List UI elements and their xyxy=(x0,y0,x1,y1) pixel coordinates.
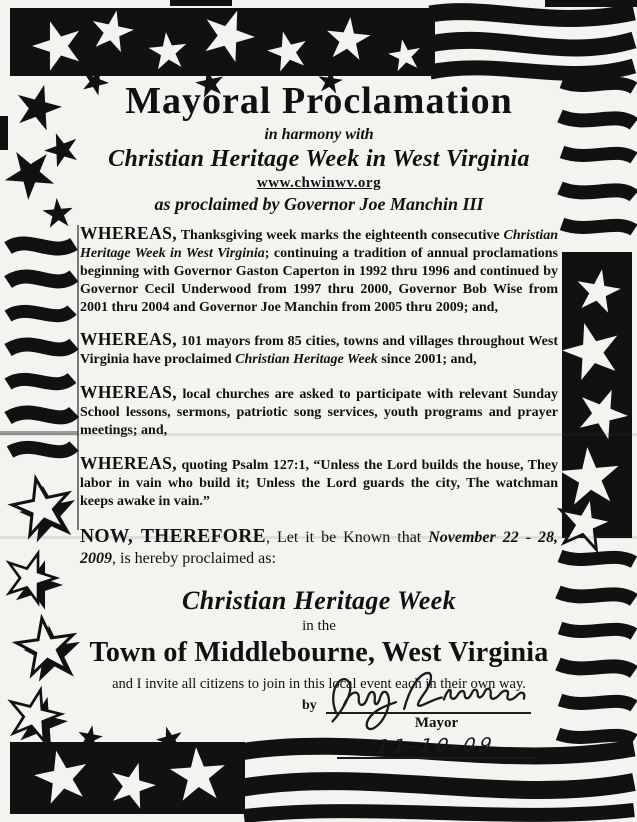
mayor-signature xyxy=(322,664,536,726)
website-url: www.chwinwv.org xyxy=(256,174,382,191)
whereas-paragraph-3: WHEREAS, local churches are asked to participate with relevant Sunday School lessons, sermons, patriotic song services, youth programs and prayer meetings; and, xyxy=(80,382,558,439)
town-name: Town of Middlebourne, West Virginia xyxy=(89,636,549,668)
proclaimed-week-name: Christian Heritage Week xyxy=(181,585,457,615)
heritage-week-title: Christian Heritage Week in West Virginia xyxy=(108,145,530,172)
handwritten-date: 11-10-09 xyxy=(374,733,497,758)
whereas-paragraph-4: WHEREAS, quoting Psalm 127:1, “Unless the Lord builds the house, They labor in vain who build it; Unless the Lord guards the city, The watchman keeps awake in vain.” xyxy=(80,452,558,509)
date-line xyxy=(337,735,535,759)
now-therefore-paragraph: NOW, THEREFORE, Let it be Known that November 22 - 28, 2009, is hereby proclaimed as: xyxy=(80,525,558,568)
by-label: by xyxy=(302,697,317,713)
signature-line xyxy=(326,700,531,714)
whereas-paragraph-1: WHEREAS, Thanksgiving week marks the eighteenth consecutive Christian Heritage Week in West Virginia; continuing a tradition of annual proclamations beginning with Governor Gaston Caperton in 1992 thru 1996 and continued by Governor Cecil Underwood from 1997 thru 2000, Governor Bob Wise from 2001 thru 2004 and Governor Joe Manchin from 2005 thru 2009; and, xyxy=(80,222,558,315)
signature-block xyxy=(302,698,558,759)
subtitle-in-harmony: in harmony with xyxy=(264,125,374,143)
proclamation-content xyxy=(80,82,558,759)
proclaimed-by-line: as proclaimed by Governor Joe Manchin III xyxy=(154,193,484,214)
whereas-paragraph-2: WHEREAS, 101 mayors from 85 cities, towns and villages throughout West Virginia have proclaimed Christian Heritage Week since 2001; and, xyxy=(80,329,558,368)
invitation-line: and I invite all citizens to join in this local event each in their own way. xyxy=(112,675,526,692)
mayor-role-label: Mayor xyxy=(414,714,459,731)
in-the-line: in the xyxy=(302,617,336,634)
date-label: date xyxy=(302,742,328,758)
page-title: Mayoral Proclamation xyxy=(125,80,513,122)
